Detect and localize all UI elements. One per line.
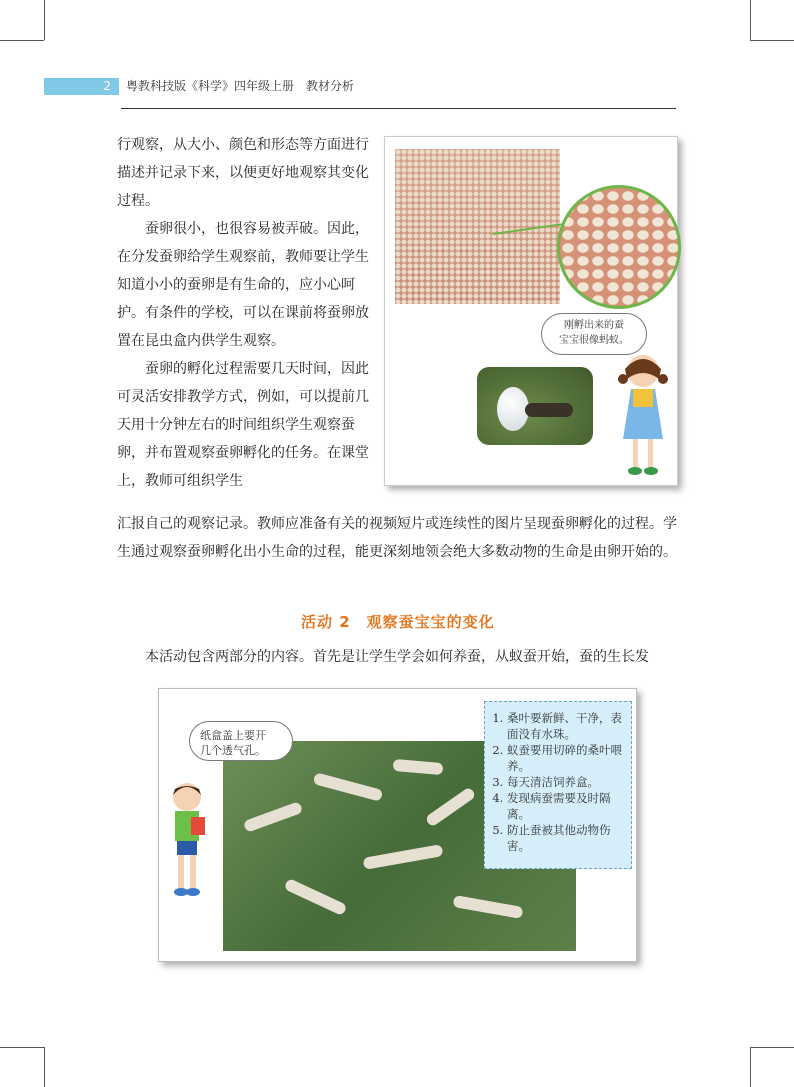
silkworm [425,786,477,827]
bubble-line: 纸盒盖上要开 [200,729,266,742]
note-item: 4. 发现病蚕需要及时隔离。 [507,790,625,822]
egg-closeup-circle [557,185,681,309]
header-rule [121,108,676,109]
silkworm-egg-figure [384,136,678,486]
silkworm [393,759,444,775]
note-item: 2. 蚁蚕要用切碎的桑叶喂养。 [507,742,625,774]
hatching-larva-photo [477,367,593,445]
boy-illustration [165,779,211,899]
note-item: 5. 防止蚕被其他动物伤害。 [507,822,625,854]
girl-illustration [613,349,673,479]
full-width-text [117,510,677,566]
silkworm [363,844,444,870]
silkworm-rearing-figure [158,688,637,962]
silkworm [284,878,348,916]
bubble-line: 宝宝很像蚂蚁。 [559,335,629,346]
crop-mark [750,1047,751,1087]
crop-mark [750,1047,794,1048]
crop-mark [750,0,751,40]
activity-intro: 本活动包含两部分的内容。首先是让学生学会如何养蚕，从蚁蚕开始，蚕的生长发 [145,649,649,665]
running-header-title: 粤教科技版《科学》四年级上册 教材分析 [126,79,355,93]
paragraph: 汇报自己的观察记录。教师应准备有关的视频短片或连续性的图片呈现蚕卵孵化的过程。学生通过观察蚕卵孵化出小生命的过程，能更深刻地领会绝大多数动物的生命是由卵开始的。 [117,516,677,560]
care-notes-box [484,701,632,869]
crop-mark [44,1047,45,1087]
newborn-larva [525,403,573,417]
note-item: 1. 桑叶要新鲜、干净，表面没有水珠。 [507,710,625,742]
note-item: 3. 每天清洁饲养盒。 [507,774,625,790]
silkworm [313,772,384,802]
crop-mark [44,0,45,40]
crop-mark [0,40,44,41]
left-column-text [117,131,369,495]
activity-title: 活动 2 观察蚕宝宝的变化 [301,613,495,631]
care-notes-list [485,702,631,854]
paragraph: 蚕卵很小，也很容易被弄破。因此，在分发蚕卵给学生观察前，教师要让学生知道小小的蚕卵是有生命的，应小心呵护。有条件的学校，可以在课前将蚕卵放置在昆虫盒内供学生观察。 [117,221,369,349]
bubble-line: 几个透气孔。 [200,744,266,757]
silkworm [243,801,303,833]
paragraph: 行观察，从大小、颜色和形态等方面进行描述并记录下来，以便更好地观察其变化过程。 [117,137,369,209]
paragraph: 蚕卵的孵化过程需要几天时间，因此可灵活安排教学方式，例如，可以提前几天用十分钟左右的时间组织学生观察蚕卵，并布置观察蚕卵孵化的任务。在课堂上，教师可组织学生 [117,361,369,489]
crop-mark [0,1047,44,1048]
speech-bubble [189,721,293,761]
bubble-line: 刚孵出来的蚕 [564,320,624,331]
page-number: 2 [44,78,119,95]
crop-mark [750,40,794,41]
silkworm [452,895,523,919]
